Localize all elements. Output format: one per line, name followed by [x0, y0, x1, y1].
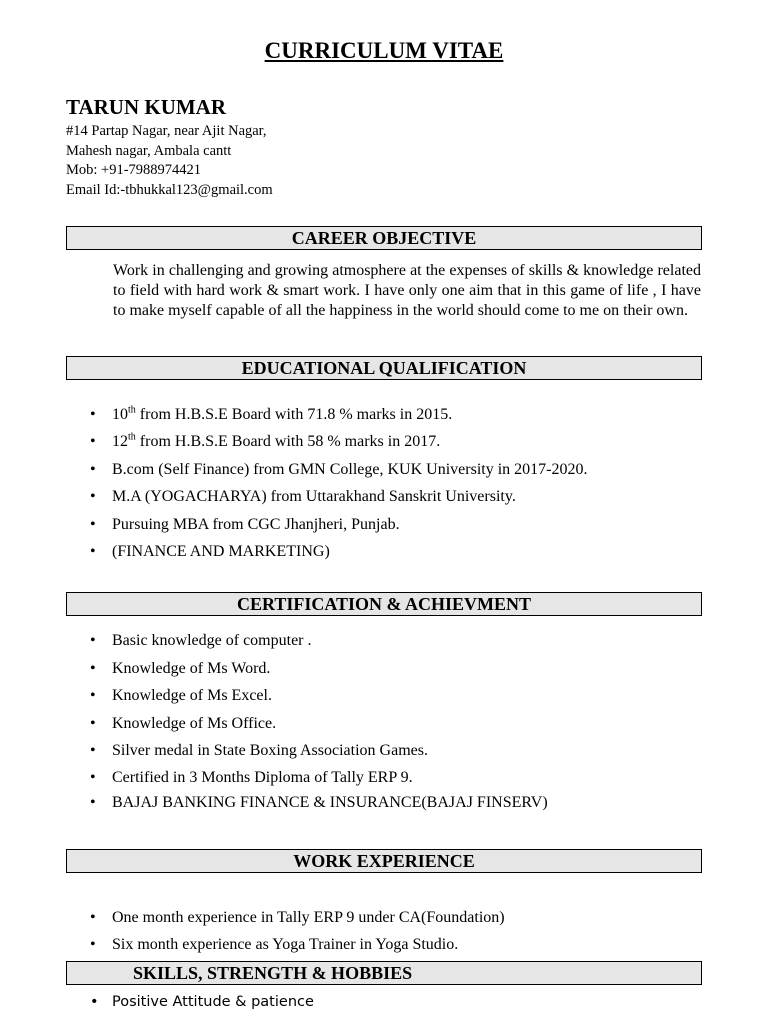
certification-heading: CERTIFICATION & ACHIEVMENT	[66, 592, 702, 616]
education-heading: EDUCATIONAL QUALIFICATION	[66, 356, 702, 380]
certification-list	[90, 627, 548, 816]
list-item: • Silver medal in State Boxing Association Games.	[90, 737, 548, 765]
list-item: • Knowledge of Ms Excel.	[90, 682, 548, 710]
list-item: • Pursuing MBA from CGC Jhanjheri, Punjab.	[90, 511, 587, 538]
work-experience-heading: WORK EXPERIENCE	[66, 849, 702, 873]
document-title: CURRICULUM VITAE	[264, 38, 504, 63]
list-item: • Basic knowledge of computer .	[90, 627, 548, 655]
work-experience-list	[90, 905, 505, 958]
contact-block	[66, 122, 273, 200]
list-item: • Certified in 3 Months Diploma of Tally ERP 9.	[90, 765, 548, 790]
list-item: • M.A (YOGACHARYA) from Uttarakhand Sanskrit University.	[90, 483, 587, 510]
address-line-1: #14 Partap Nagar, near Ajit Nagar,	[66, 123, 267, 139]
skills-heading	[66, 961, 702, 985]
address-line-2: Mahesh nagar, Ambala cantt	[66, 142, 232, 159]
list-item: • B.com (Self Finance) from GMN College, KUK University in 2017-2020.	[90, 456, 587, 483]
candidate-name: TARUN KUMAR	[66, 95, 227, 119]
list-item: • BAJAJ BANKING FINANCE & INSURANCE(BAJAJ FINSERV)	[90, 790, 548, 816]
list-item: • (FINANCE AND MARKETING)	[90, 538, 587, 565]
career-objective-text: Work in challenging and growing atmosphere at the expenses of skills & knowledge related to field with hard work & smart work. I have only one aim that in this game of life , I have to make myself capable of all the happiness in the world should come to me on their own.	[113, 262, 701, 319]
list-item: • 12th from H.B.S.E Board with 58 % marks in 2017.	[90, 428, 587, 455]
list-item: • Six month experience as Yoga Trainer in Yoga Studio.	[90, 932, 505, 959]
career-objective-heading: CAREER OBJECTIVE	[66, 226, 702, 250]
skills-list	[90, 991, 314, 1013]
list-item: • Positive Attitude & patience	[90, 991, 314, 1013]
education-list	[90, 401, 587, 565]
skills-heading-label: SKILLS, STRENGTH & HOBBIES	[133, 963, 413, 983]
email-address: Email Id:-tbhukkal123@gmail.com	[66, 181, 273, 198]
list-item: • One month experience in Tally ERP 9 under CA(Foundation)	[90, 905, 505, 932]
mobile-number: Mob: +91-7988974421	[66, 162, 202, 178]
list-item: • Knowledge of Ms Office.	[90, 710, 548, 738]
list-item: • 10th from H.B.S.E Board with 71.8 % marks in 2015.	[90, 401, 587, 428]
list-item: • Knowledge of Ms Word.	[90, 655, 548, 683]
